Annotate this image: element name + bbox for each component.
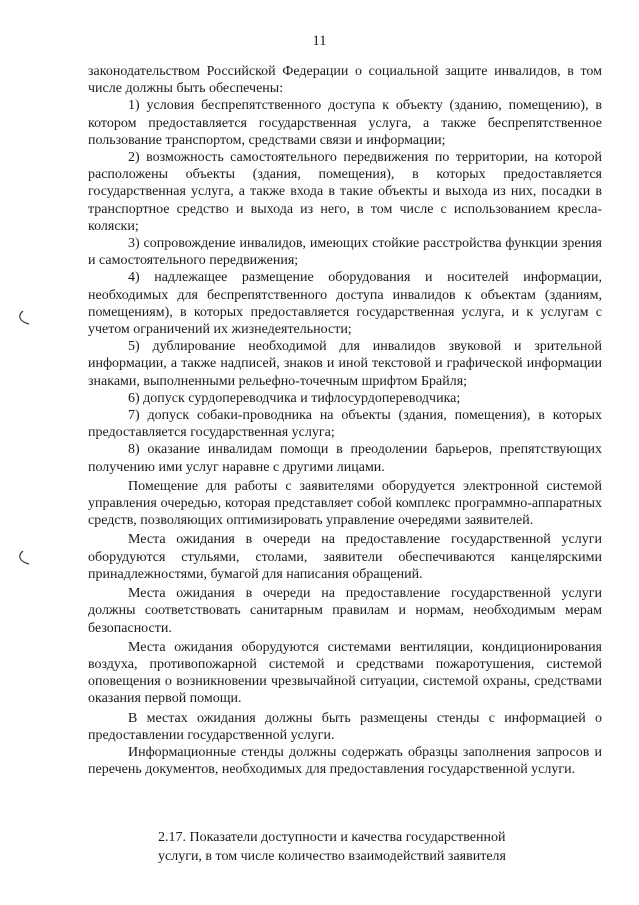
paragraph-item-8: 8) оказание инвалидам помощи в преодолении барьеров, препятствующих получению ими услуг наравне с другими лицами.	[88, 442, 602, 475]
section-heading-line-2: услуги, в том числе количество взаимодействий заявителя	[158, 848, 506, 864]
page-number: 11	[312, 33, 327, 49]
paragraph-waiting-furniture: Места ожидания в очереди на предоставление государственной услуги оборудуются стульями, столами, заявители обеспечиваются канцелярскими принадлежностями, бумагой для написания обращений.	[88, 532, 602, 582]
paragraph-info-stands: В местах ожидания должны быть размещены стенды с информацией о предоставлении государственной услуги.	[88, 710, 602, 743]
paragraph-waiting-systems: Места ожидания оборудуются системами вентиляции, кондиционирования воздуха, противопожарной системой и средствами пожаротушения, системой оповещения о возникновении чрезвычайной ситуации, системой охраны, средствами оказания первой помощи.	[88, 639, 602, 707]
paragraph-item-6: 6) допуск сурдопереводчика и тифлосурдопереводчика;	[128, 390, 461, 406]
section-heading	[158, 829, 578, 866]
paragraph-item-3: 3) сопровождение инвалидов, имеющих стойкие расстройства функции зрения и самостоятельного передвижения;	[88, 236, 602, 269]
paragraph-queue-system: Помещение для работы с заявителями оборудуется электронной системой управления очередью, которая представляет собой комплекс программно-аппаратных средств, позволяющих оптимизировать управление очередями заявителей.	[88, 478, 602, 529]
paragraph-item-1: 1) условия беспрепятственного доступа к объекту (зданию, помещению), в котором предоставляется государственная услуга, а также беспрепятственное пользование транспортом, средствами связи и информации;	[88, 98, 602, 148]
paragraph-item-2: 2) возможность самостоятельного передвижения по территории, на которой расположены объекты (здания, помещения), в которых предоставляется государственная услуга, а также входа в такие объекты и выхода из них, посадки в транспортное средство и выхода из него, в том числе с использованием кресла-коляски;	[88, 150, 602, 234]
margin-mark-top	[17, 310, 31, 326]
paragraph-item-4: 4) надлежащее размещение оборудования и носителей информации, необходимых для беспрепятственного доступа инвалидов к объектам (зданиям, помещениям), в которых предоставляется государственная услуга, и к услугам с учетом ограничений их жизнедеятельности;	[88, 270, 602, 338]
binding-arc-icon	[17, 550, 31, 566]
paragraph-intro: законодательством Российской Федерации о социальной защите инвалидов, в том числе должны быть обеспечены:	[88, 64, 602, 97]
paragraph-stand-contents: Информационные стенды должны содержать образцы заполнения запросов и перечень документов, необходимых для предоставления государственной услуги.	[88, 744, 602, 778]
binding-arc-icon	[17, 310, 31, 326]
paragraph-waiting-sanitary: Места ожидания в очереди на предоставление государственной услуги должны соответствовать санитарным правилам и нормам, необходимым мерам безопасности.	[88, 586, 602, 636]
paragraph-item-5: 5) дублирование необходимой для инвалидов звуковой и зрительной информации, а также надписей, знаков и иной текстовой и графической информации знаками, выполненными рельефно-точечным шрифтом Брайля;	[88, 339, 602, 389]
section-heading-line-1: 2.17. Показатели доступности и качества государственной	[158, 830, 506, 845]
margin-mark-bottom	[17, 550, 31, 566]
document-body	[88, 63, 602, 778]
paragraph-item-7: 7) допуск собаки-проводника на объекты (здания, помещения), в которых предоставляется государственная услуга;	[88, 408, 602, 441]
